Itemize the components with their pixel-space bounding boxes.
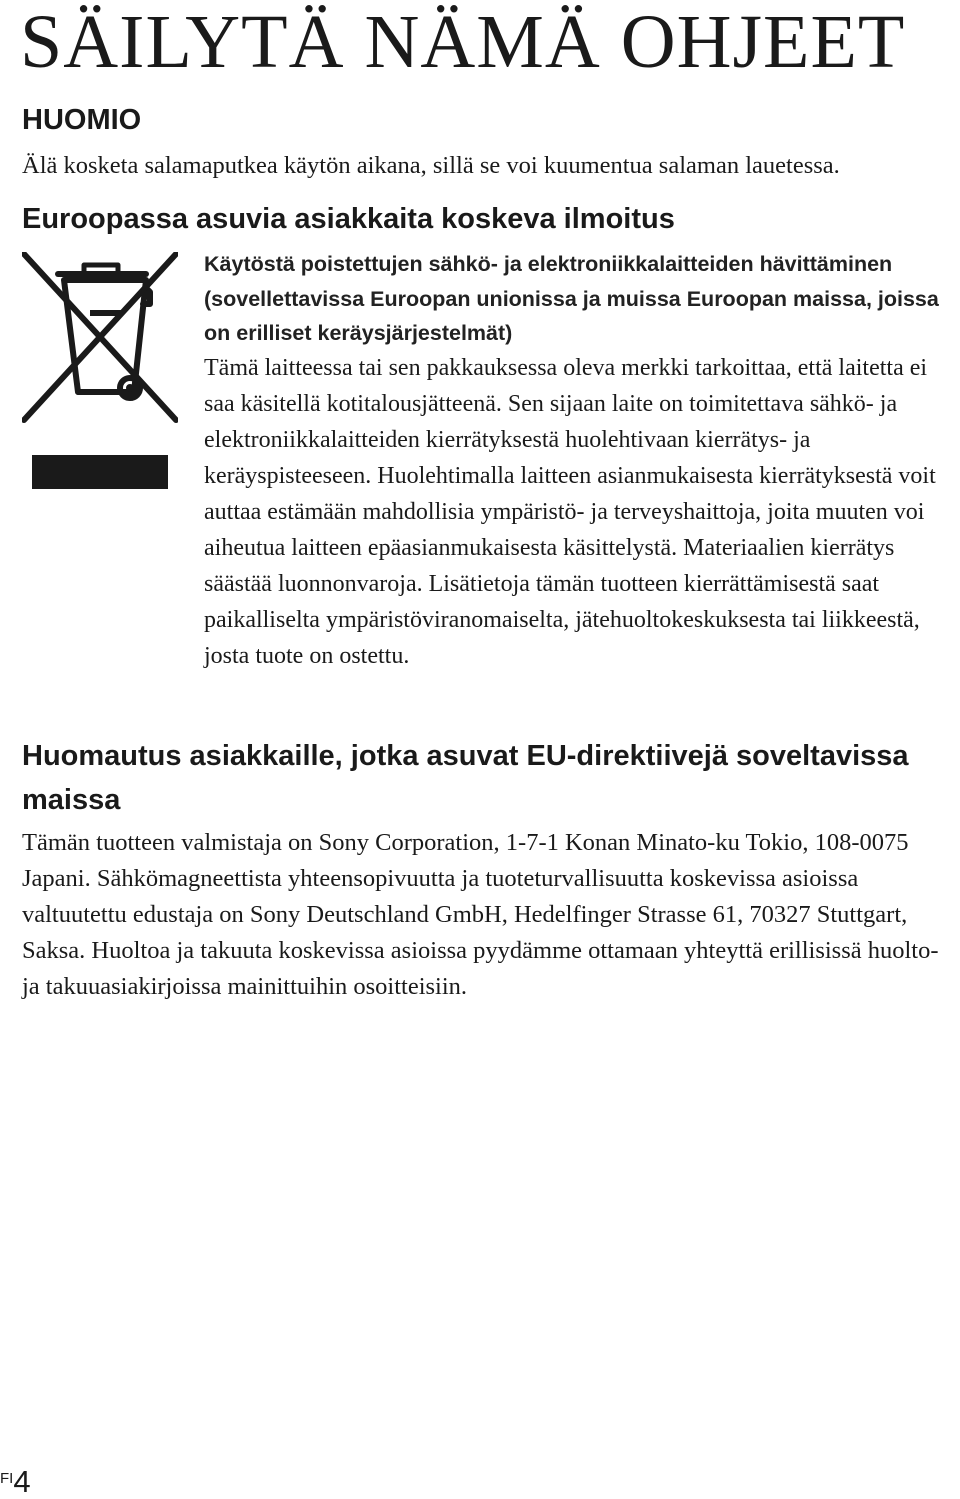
page-title: SÄILYTÄ NÄMÄ OHJEET xyxy=(20,0,906,84)
weee-body-text: Tämä laitteessa tai sen pakkauksessa oleva merkki tarkoittaa, että laitetta ei saa käsitellä kotitalousjätteenä. Sen sijaan laite on toimitettava sähkö- ja elektroniikkalaitteiden kierrätyksestä huolehtivaan kierrätys- ja keräyspisteeseen. Huolehtimalla laitteen asianmukaisesta kierrätyksestä voit auttaa estämään mahdollisia ympäristö- ja terveyshaittoja, joita muuten voi aiheutua laitteen epäasianmukaisesta käsittelystä. Materiaalien kierrätys säästää luonnonvaroja. Lisätietoja tämän tuotteen kierrättämisestä saat paikalliselta ympäristöviranomaiselta, jätehuoltokeskuksesta tai liikkeestä, josta tuote on ostettu. xyxy=(204,354,936,669)
language-code: FI xyxy=(0,1470,14,1487)
crossed-out-wheelie-bin-icon xyxy=(22,252,178,492)
weee-subheading: Käytöstä poistettujen sähkö- ja elektroniikkalaitteiden hävittäminen (sovellettavissa Euroopan unionissa ja muissa Euroopan maissa, joissa on erilliset keräysjärjestelmät) xyxy=(204,252,939,345)
weee-notice xyxy=(204,247,944,674)
page-footer xyxy=(0,1466,31,1498)
eu-directive-body-text: Tämän tuotteen valmistaja on Sony Corporation, 1-7-1 Konan Minato-ku Tokio, 108-0075 Japani. Sähkömagneettista yhteensopivuutta ja tuoteturvallisuutta koskevissa asioissa valtuutettu edustaja on Sony Deutschland GmbH, Hedelfinger Strasse 61, 70327 Stuttgart, Saksa. Huoltoa ja takuuta koskevissa asioissa pyydämme ottamaan yhteyttä erillisissä huolto- ja takuuasiakirjoissa mainittuihin osoitteisiin. xyxy=(22,829,939,1000)
eu-notice-heading: Euroopassa asuvia asiakkaita koskeva ilmoitus xyxy=(22,203,675,235)
page-number: 4 xyxy=(13,1464,31,1499)
eu-directive-heading: Huomautus asiakkaille, jotka asuvat EU-direktiivejä soveltavissa maissa xyxy=(22,740,909,816)
caution-heading: HUOMIO xyxy=(22,104,142,136)
caution-text: Älä kosketa salamaputkea käytön aikana, sillä se voi kuumentua salaman lauetessa. xyxy=(22,152,840,179)
